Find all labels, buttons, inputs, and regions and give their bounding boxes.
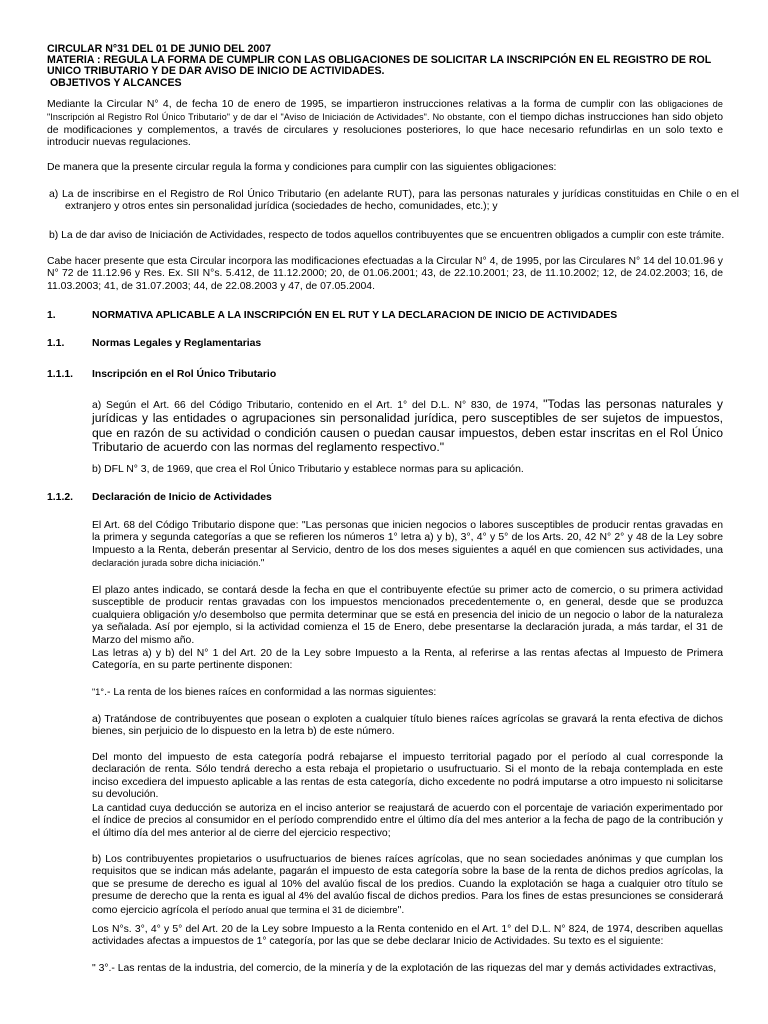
intro-paragraph-2: De manera que la presente circular regula la forma y condiciones para cumplir con las siguientes obligaciones: <box>47 162 557 173</box>
materia-line: MATERIA : REGULA LA FORMA DE CUMPLIR CON LAS OBLIGACIONES DE SOLICITAR LA INSCRIPCIÓN EN EL REGISTRO DE ROL <box>47 54 712 67</box>
section-1-title: NORMATIVA APLICABLE A LA INSCRIPCIÓN EN EL RUT Y LA DECLARACION DE INICIO DE ACTIVIDADES <box>92 310 618 321</box>
intro-obligations-text: obligaciones de "Inscripción al Registro Rol Único Tributario" y de dar el "Aviso de Iniciación de Actividades". No obstante, <box>47 99 723 123</box>
intro-text-end: con el tiempo dichas instrucciones han sido objeto de modificaciones y complementos, a través de circulares y resoluciones posteriores, lo que hace necesario refundirlas en un solo texto e introducir nuevas regulaciones. <box>47 112 723 149</box>
intro-paragraph-3: Cabe hacer presente que esta Circular incorpora las modificaciones efectuadas a la Circular N° 4, de 1995, por las Circulares N° 14 del 10.01.96 y N° 72 de 11.12.96 y Res. Ex. SII N°s. 5.412, de 11.12.2000; 20, de 01.06.2001; 43, de 22.10.2001; 23, de 11.10.2002; 12, de 24.02.2003; 16, de 11.03.2003; 41, de 31.07.2003; 44, de 22.08.2003 y 47, de 07.05.2004. <box>47 256 723 292</box>
plazo-paragraph: El plazo antes indicado, se contará desde la fecha en que el contribuyente efectúe su primer acto de comercio, o su primera actividad susceptible de producir rentas gravadas con los impuestos mencionados precedentemente o, en general, desde que se produzca cualquiera obligación y/o desembolso que permita determinar que se está en presencia del inicio de un negocio o labor de la naturaleza ya señalada. Así por ejemplo, si la actividad comienza el 15 de Enero, debe presentarse la declaración jurada, a más tardar, el 31 de Marzo del mismo año. <box>92 585 723 646</box>
section-1-1-number: 1.1. <box>47 338 65 349</box>
bienes-raices-text: .- La renta de los bienes raíces en conformidad a las normas siguientes: <box>104 687 437 698</box>
numeral-1: "1° <box>92 687 105 697</box>
numeral-3-paragraph: " 3°.- Las rentas de la industria, del comercio, de la minería y de la explotación de las riquezas del mar y demás actividades extractivas, <box>92 963 717 974</box>
dfl-3-paragraph: b) DFL N° 3, de 1969, que crea el Rol Único Tributario y establece normas para su aplicación. <box>92 464 524 475</box>
bienes-raices-paragraph <box>92 686 723 699</box>
objetivos-heading: OBJETIVOS Y ALCANCES <box>47 76 182 89</box>
section-1-1-1-number: 1.1.1. <box>47 369 73 380</box>
art-66-quote: "Todas las personas naturales y jurídicas y las entidades o agrupaciones sin personalidad jurídica, pero susceptibles de ser sujetos de impuestos, que en razón de su actividad o condición causen o puedan causar impuestos, deben estar inscritas en el Rol Único Tributario de acuerdo con las normas del reglamento respectivo." <box>92 397 723 455</box>
circular-title: CIRCULAR N°31 DEL 01 DE JUNIO DEL 2007 <box>47 43 272 55</box>
rebaja-paragraph: Del monto del impuesto de esta categoría podrá rebajarse el impuesto territorial pagado por el período al cual corresponde la declaración de renta. Sólo tendrá derecho a esta rebaja el propietario o usufructuario. Si el monto de la rebaja contemplada en este inciso excediera del impuesto aplicable a las rentas de esta categoría, dicho excedente no podrá imputarse a otro impuesto ni solicitarse su devolución. <box>92 752 723 801</box>
reajuste-paragraph: La cantidad cuya deducción se autoriza en el inciso anterior se reajustará de acuerdo con el porcentaje de variación experimentado por el índice de precios al consumidor en el período comprendido entre el último día del mes anterior a la fecha de pago de la contribución y el último día del mes anterior al de cierre del ejercicio respectivo; <box>92 803 723 839</box>
obligation-b: b) La de dar aviso de Iniciación de Actividades, respecto de todos aquellos contribuyentes que se encuentren obligados a cumplir con este trámite. <box>49 230 725 241</box>
art-66-intro: a) Según el Art. 66 del Código Tributario, contenido en el Art. 1° del D.L. N° 830, de 1974, <box>92 400 544 411</box>
art-68-close-quote: " <box>260 558 265 570</box>
letra-a-paragraph: a) Tratándose de contribuyentes que posean o exploten a cualquier título bienes raíces agrícolas se gravará la renta efectiva de dichos bienes, sin perjuicio de lo dispuesto en la letra b) de este número. <box>92 714 723 738</box>
letra-b-text: b) Los contribuyentes propietarios o usufructuarios de bienes raíces agrícolas, que no sean sociedades anónimas y que cumplan los requisitos que se indican más adelante, pagarán el impuesto de esta categoría sobre la base de la renta de dichos predios agrícolas, la que se presume de derecho es igual al 10% del avalúo fiscal de los predios. Cuando la explotación se haga a cualquier otro título se presume de derecho que la renta es igual al 4% del avalúo fiscal de dichos predios. Para los fines de estas presunciones se considerará como ejercicio agrícola el <box>92 854 723 916</box>
section-1-1-title: Normas Legales y Reglamentarias <box>92 338 262 349</box>
section-1-1-2-title: Declaración de Inicio de Actividades <box>92 492 272 503</box>
art-20-paragraph: Los N°s. 3°, 4° y 5° del Art. 20 de la Ley sobre Impuesto a la Renta contenido en el Art. 1° del D.L. N° 824, de 1974, describen aquellas actividades afectas a impuestos de 1° categoría, por las que se debe declarar Inicio de Actividades. Su texto es el siguiente: <box>92 924 723 948</box>
section-1-1-2-number: 1.1.2. <box>47 492 73 503</box>
art-68-declaration: declaración jurada sobre dicha iniciación. <box>92 558 261 569</box>
section-1-1-1-title: Inscripción en el Rol Único Tributario <box>92 369 277 380</box>
art-66-paragraph <box>92 398 723 456</box>
intro-text: Mediante la Circular N° 4, de fecha 10 de enero de 1995, se impartieron instrucciones relativas a la forma de cumplir con las <box>47 99 658 110</box>
obligation-a: a) La de inscribirse en el Registro de Rol Único Tributario (en adelante RUT), para las personas naturales y jurídicas constituidas en Chile o en el extranjero y otros entes sin personalidad jurídica (sociedades de hecho, comunidades, etc.); y <box>49 189 739 213</box>
materia-line-2: UNICO TRIBUTARIO Y DE DAR AVISO DE INICIO DE ACTIVIDADES. <box>47 65 385 78</box>
art-68-paragraph <box>92 520 723 571</box>
section-1-number: 1. <box>47 310 56 321</box>
letra-b-paragraph <box>92 854 723 917</box>
letras-paragraph: Las letras a) y b) del N° 1 del Art. 20 de la Ley sobre Impuesto a la Renta, al referirse a las rentas afectas al Impuesto de Primera Categoría, en su parte pertinente disponen: <box>92 648 723 672</box>
document-header <box>47 44 737 89</box>
art-68-text: El Art. 68 del Código Tributario dispone que: "Las personas que inicien negocios o labores susceptibles de producir rentas gravadas en la primera y segunda categorías a que se refieren los números 1° letra a) y b), 3°, 4° y 5° de los Arts. 20, 42 N° 2° y 48 de la Ley sobre Impuesto a la Renta, deberán presentar al Servicio, dentro de los dos meses siguientes a aquél en que comiencen sus actividades, una <box>92 520 723 556</box>
letra-b-close: ". <box>397 904 405 916</box>
intro-paragraph-1 <box>47 98 723 150</box>
periodo-anual-text: período anual que termina el 31 de diciembre <box>212 904 398 915</box>
